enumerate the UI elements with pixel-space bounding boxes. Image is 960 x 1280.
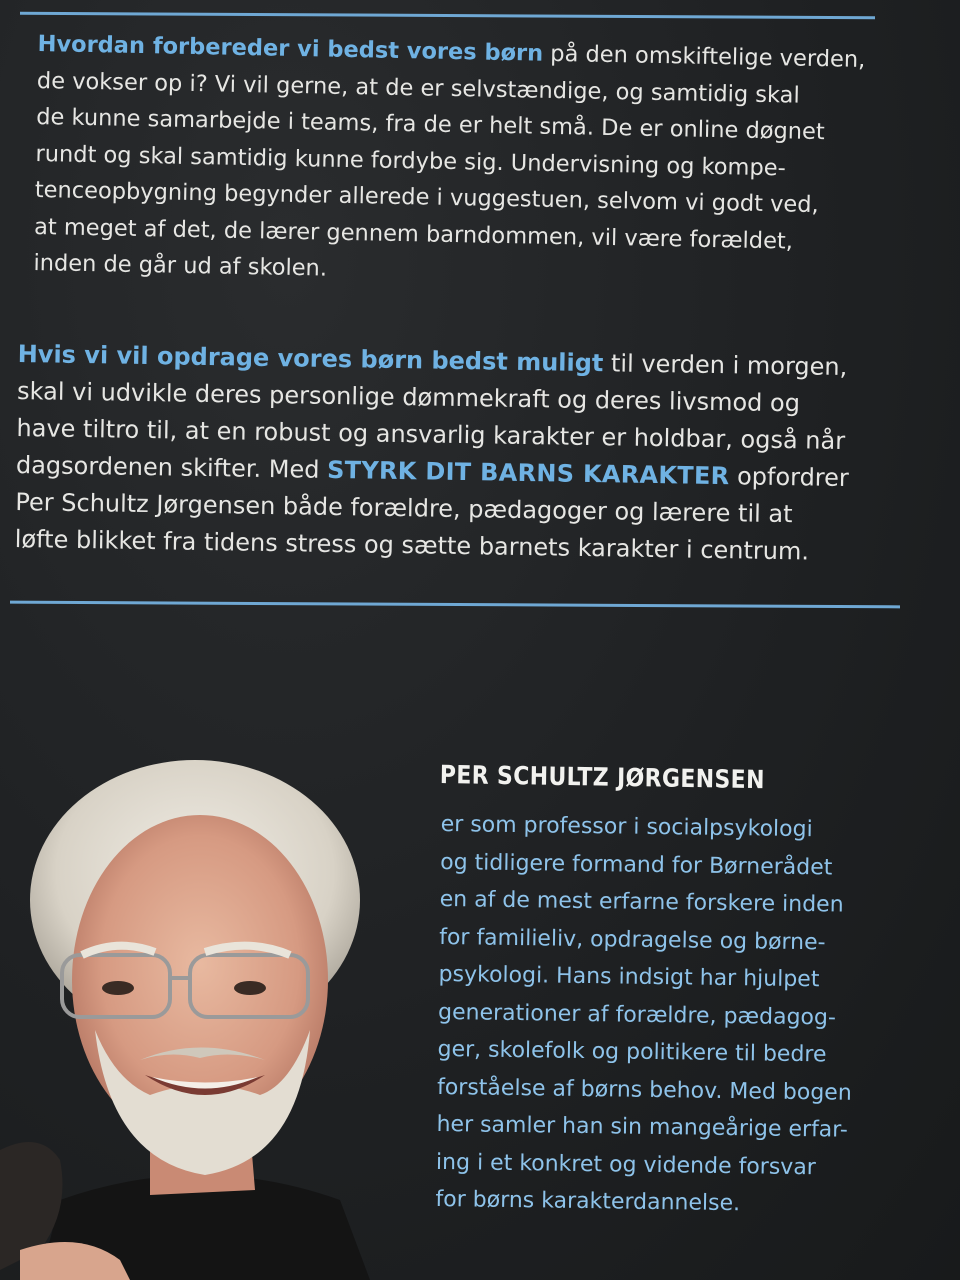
bio-line-6: generationer af forældre, pædagog- [437,999,837,1031]
intro-line-3: de kunne samarbejde i teams, fra de er helt små. De er online døgnet [36,103,825,146]
second-lead: Hvis vi vil opdrage vores børn bedst muligt [17,339,604,378]
bio-line-2: og tidligere formand for Børnerådet [440,849,833,880]
second-line-6: løfte blikket fra tidens stress og sætte barnets karakter i centrum. [14,524,810,566]
intro-line-7: inden de går ud af skolen. [33,249,328,282]
bio-line-7: ger, skolefolk og politikere til bedre [437,1036,827,1068]
second-line-5: Per Schultz Jørgensen både forældre, pædagoger og lærere til at [15,487,793,529]
second-line-4: dagsordenen skifter. Med STYRK DIT BARNS KARAKTER opfordrer [15,450,849,493]
intro-line-4: rundt og skal samtidig kunne fordybe sig. Undervisning og kompe- [35,140,786,181]
author-name: PER SCHULTZ JØRGENSEN [439,760,765,795]
bio-line-5: psykologi. Hans indsigt har hjulpet [438,961,820,993]
bio-line-1: er som professor i socialpsykologi [440,811,813,843]
bio-line-4: for familieliv, opdragelse og børne- [438,924,826,955]
author-portrait [0,730,440,1280]
intro-line-1: Hvordan forbereder vi bedst vores børn på den omskiftelige verden, [37,30,866,73]
bio-line-9: her samler han sin mangeårige erfar- [436,1111,849,1143]
intro-line-2: de vokser op i? Vi vil gerne, at de er selvstændige, og samtidig skal [36,67,800,109]
second-line-1: Hvis vi vil opdrage vores børn bedst muligt til verden i morgen, [17,339,848,382]
second-paragraph [15,336,851,571]
intro-line-6: at meget af det, de lærer gennem barndommen, vil være forældet, [33,213,794,255]
second-line-2: skal vi udvikle deres personlige dømmekraft og deres livsmod og [16,376,801,418]
intro-line-5: tenceopbygning begynder allerede i vuggestuen, selvom vi godt ved, [34,176,819,219]
bio-line-10: ing i et konkret og vidende forsvar [435,1149,817,1180]
bio-line-8: forståelse af børns behov. Med bogen [436,1074,852,1106]
author-bio [435,806,855,1224]
middle-divider [10,601,900,609]
bio-line-11: for børns karakterdannelse. [435,1186,741,1217]
second-line-3: have tiltro til, at en robust og ansvarlig karakter er holdbar, også når [16,413,846,456]
top-divider [20,12,875,19]
bio-line-3: en af de mest erfarne forskere inden [439,886,844,918]
intro-lead: Hvordan forbereder vi bedst vores børn [37,30,544,67]
book-title: STYRK DIT BARNS KARAKTER [326,455,730,491]
intro-paragraph [33,26,865,297]
